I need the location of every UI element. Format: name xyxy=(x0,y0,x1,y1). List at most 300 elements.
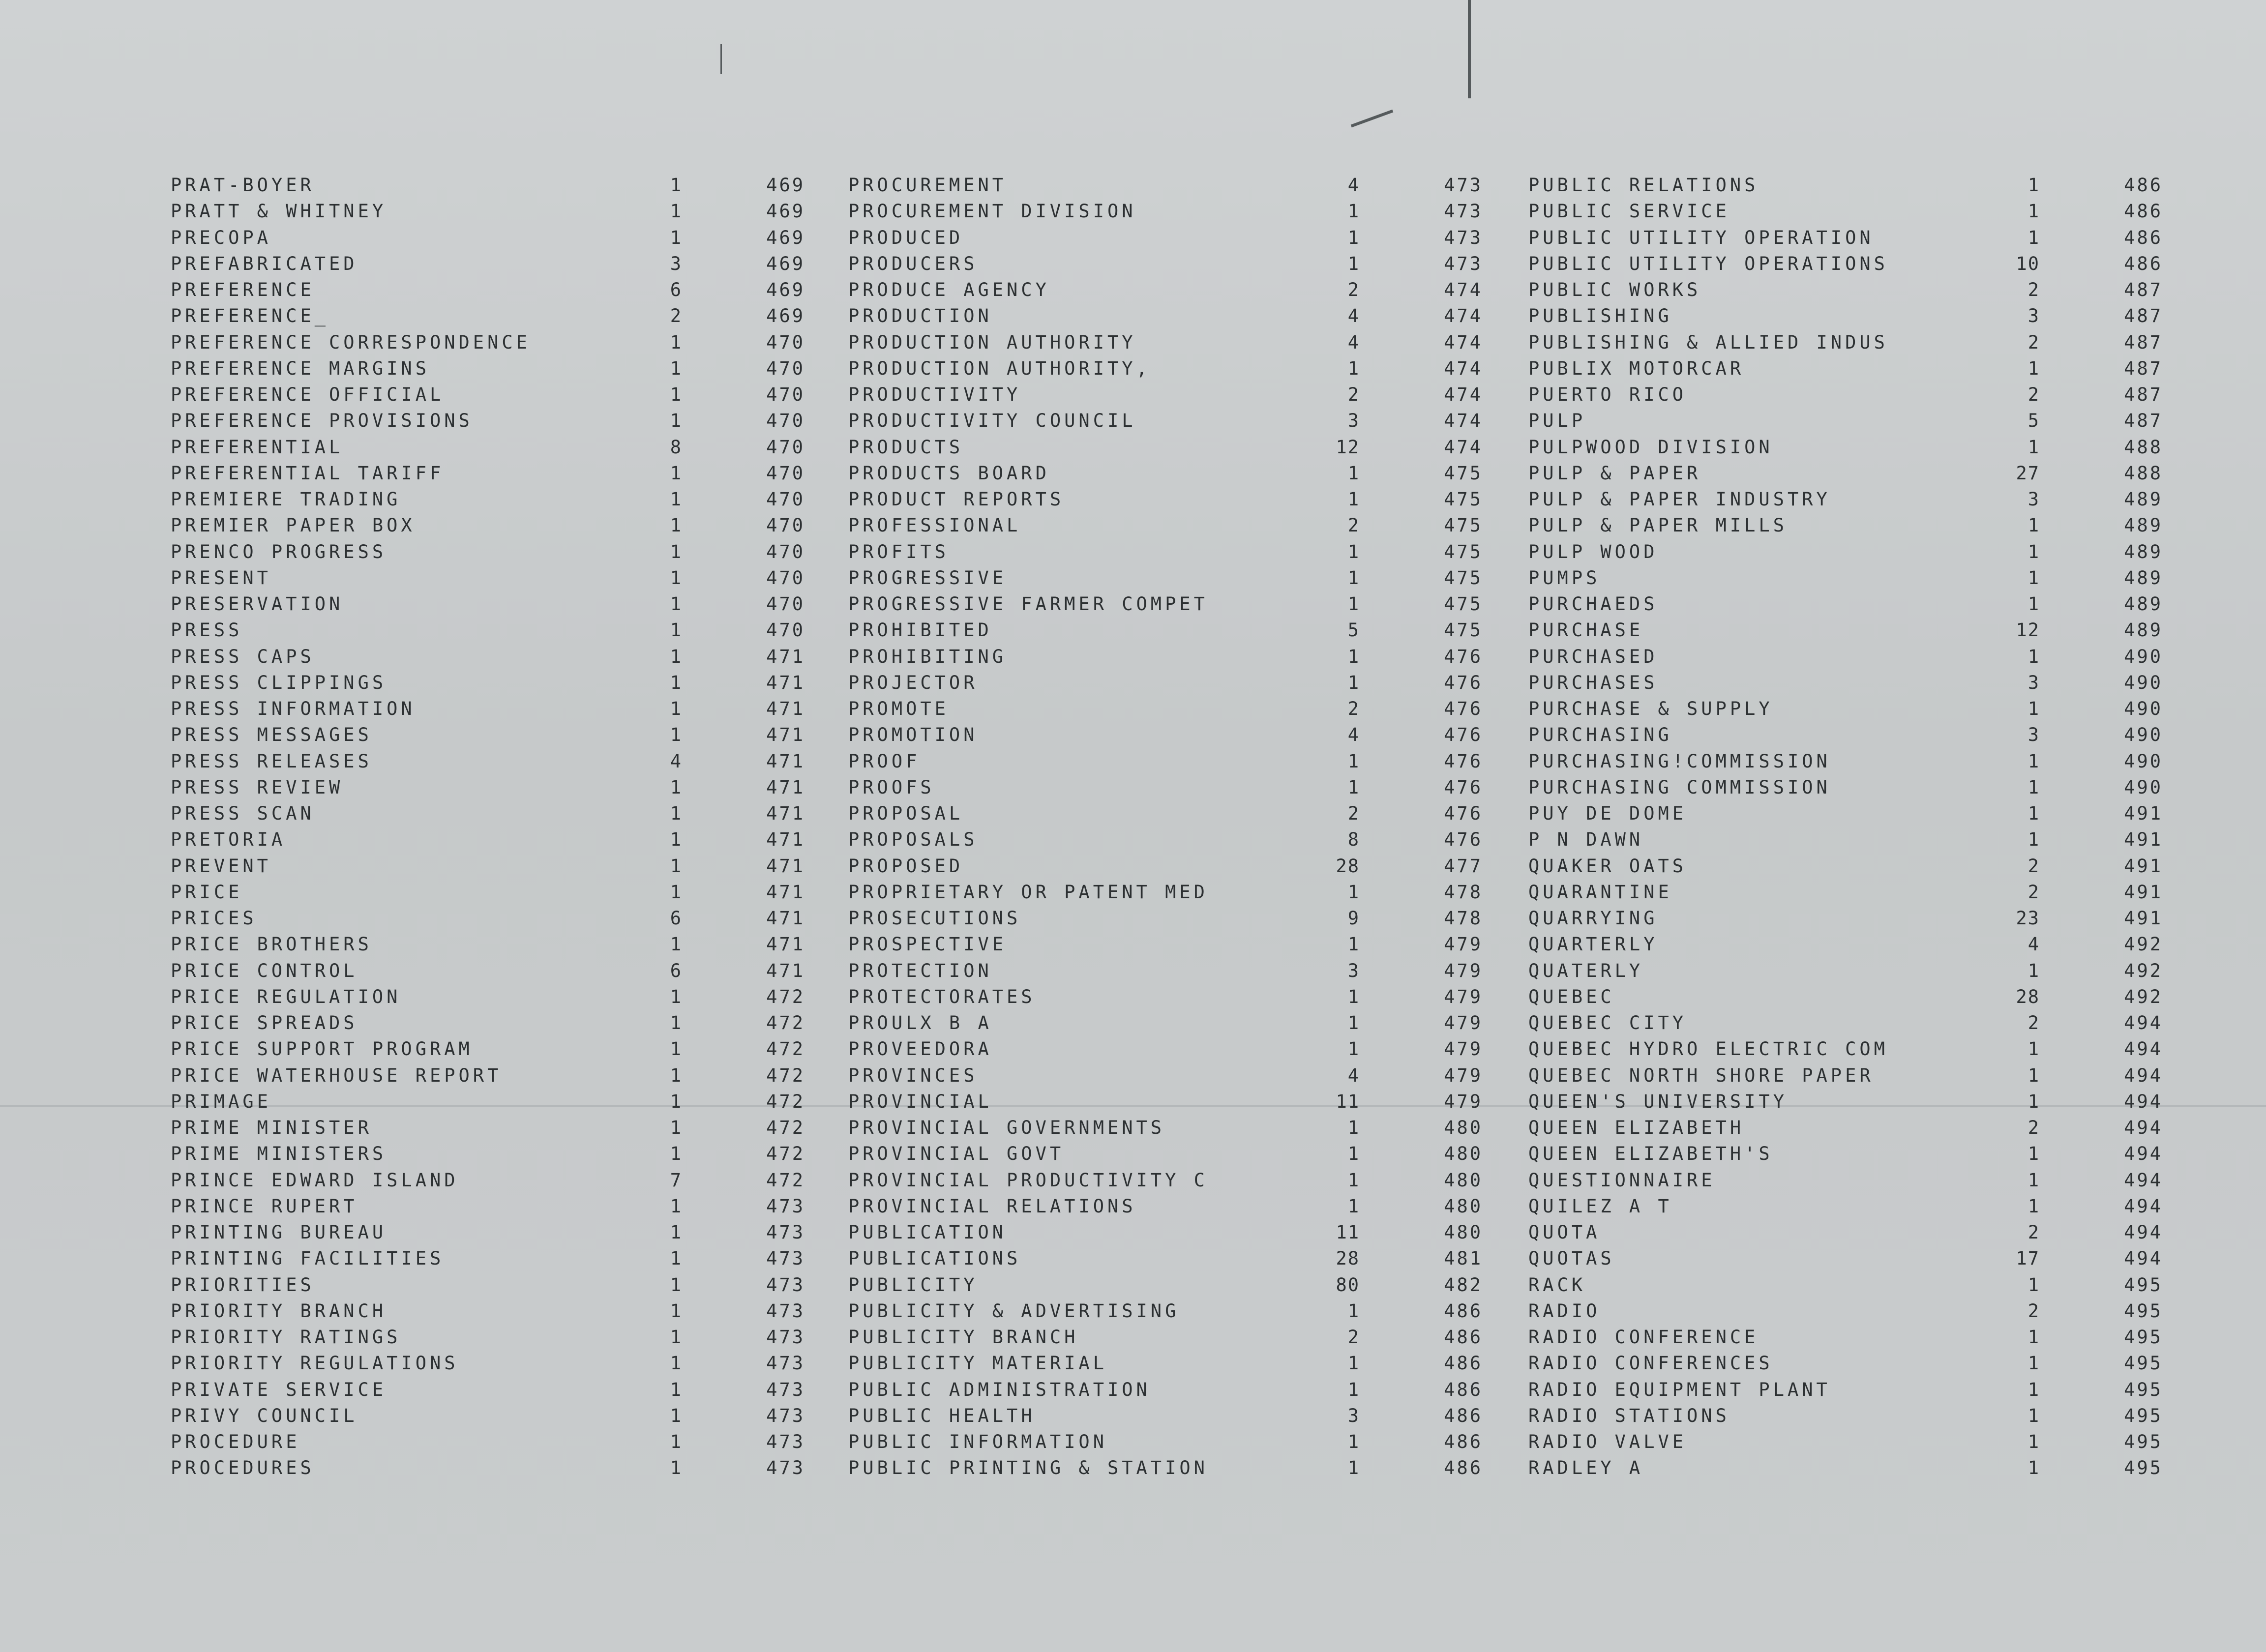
page-number: 489 xyxy=(2124,567,2163,589)
index-entry xyxy=(848,909,1497,928)
occurrence-count: 17 xyxy=(2016,1248,2040,1269)
index-term: PROFITS xyxy=(848,541,949,562)
index-term: PRIVY COUNCIL xyxy=(171,1405,358,1426)
index-entry xyxy=(1528,778,2177,797)
occurrence-count: 1 xyxy=(2027,1274,2040,1296)
occurrence-count: 1 xyxy=(1347,1195,1360,1217)
index-term: PUBLISHING xyxy=(1528,305,1672,327)
index-term: PREFERENCE PROVISIONS xyxy=(171,410,473,432)
index-entry xyxy=(171,935,820,954)
index-term: QUATERLY xyxy=(1528,960,1644,981)
page-number: 476 xyxy=(1444,724,1483,746)
index-column-1 xyxy=(171,176,820,1478)
occurrence-count: 1 xyxy=(670,1353,682,1374)
index-term: PROMOTE xyxy=(848,698,949,719)
index-term: RADIO EQUIPMENT PLANT xyxy=(1528,1379,1831,1400)
page-number: 487 xyxy=(2124,410,2163,432)
occurrence-count: 5 xyxy=(2027,410,2040,432)
index-term: PROHIBITED xyxy=(848,620,992,641)
index-term: PUBLICITY xyxy=(848,1274,978,1296)
index-entry xyxy=(848,359,1497,379)
page-number: 495 xyxy=(2124,1379,2163,1400)
occurrence-count: 8 xyxy=(670,436,682,458)
index-term: PREMIER PAPER BOX xyxy=(171,515,416,536)
index-entry xyxy=(848,333,1497,353)
index-entry xyxy=(171,516,820,535)
index-entry xyxy=(1528,254,2177,274)
page-number: 489 xyxy=(2124,620,2163,641)
index-entry xyxy=(171,1458,820,1478)
index-term: QUILEZ A T xyxy=(1528,1195,1672,1217)
page-number: 486 xyxy=(2124,253,2163,274)
occurrence-count: 1 xyxy=(670,1117,682,1138)
index-term: PRODUCTION xyxy=(848,305,992,327)
index-term: PUBLICITY MATERIAL xyxy=(848,1353,1107,1374)
occurrence-count: 1 xyxy=(1347,201,1360,222)
index-entry xyxy=(848,1118,1497,1138)
index-term: P N DAWN xyxy=(1528,829,1644,851)
index-term: QUARTERLY xyxy=(1528,934,1658,955)
occurrence-count: 1 xyxy=(670,541,682,562)
index-entry xyxy=(848,1406,1497,1426)
page-number: 471 xyxy=(766,724,805,746)
page-number: 472 xyxy=(766,1064,805,1086)
index-entry xyxy=(1528,464,2177,483)
index-term: RADLEY A xyxy=(1528,1457,1644,1479)
index-entry xyxy=(1528,699,2177,719)
index-entry xyxy=(1528,568,2177,588)
page-number: 492 xyxy=(2124,986,2163,1007)
page-number: 470 xyxy=(766,620,805,641)
page-number: 495 xyxy=(2124,1274,2163,1296)
occurrence-count: 2 xyxy=(2027,1012,2040,1033)
index-entry xyxy=(1528,1432,2177,1452)
occurrence-count: 2 xyxy=(2027,331,2040,353)
index-entry xyxy=(848,620,1497,640)
occurrence-count: 1 xyxy=(1347,881,1360,903)
page-number: 471 xyxy=(766,646,805,667)
occurrence-count: 1 xyxy=(670,1327,682,1348)
index-entry xyxy=(171,411,820,431)
occurrence-count: 1 xyxy=(1347,1457,1360,1479)
index-term: PROVINCIAL xyxy=(848,1091,992,1112)
page-number: 487 xyxy=(2124,305,2163,327)
occurrence-count: 1 xyxy=(670,462,682,484)
occurrence-count: 1 xyxy=(2027,593,2040,615)
occurrence-count: 1 xyxy=(2027,1405,2040,1426)
occurrence-count: 2 xyxy=(2027,1222,2040,1243)
occurrence-count: 1 xyxy=(2027,436,2040,458)
occurrence-count: 3 xyxy=(2027,489,2040,510)
occurrence-count: 1 xyxy=(2027,803,2040,824)
index-entry xyxy=(171,464,820,483)
index-entry xyxy=(171,1354,820,1373)
index-entry xyxy=(848,1432,1497,1452)
index-entry xyxy=(171,228,820,248)
index-term: PREFERENTIAL xyxy=(171,436,344,458)
index-term: PURCHAEDS xyxy=(1528,593,1658,615)
index-term: PUBLICATIONS xyxy=(848,1248,1021,1269)
occurrence-count: 6 xyxy=(670,908,682,929)
occurrence-count: 3 xyxy=(2027,305,2040,327)
occurrence-count: 2 xyxy=(1347,384,1360,405)
page-number: 491 xyxy=(2124,829,2163,851)
index-term: PREVENT xyxy=(171,855,271,877)
occurrence-count: 1 xyxy=(2027,1143,2040,1165)
occurrence-count: 1 xyxy=(670,201,682,222)
index-entry xyxy=(171,1197,820,1216)
index-entry xyxy=(171,1249,820,1268)
index-entry xyxy=(848,228,1497,248)
index-term: PREFABRICATED xyxy=(171,253,358,274)
page-number: 480 xyxy=(1444,1143,1483,1165)
occurrence-count: 1 xyxy=(670,1064,682,1086)
index-term: PROVINCIAL PRODUCTIVITY C xyxy=(848,1169,1208,1191)
index-term: PUERTO RICO xyxy=(1528,384,1687,405)
index-term: PRODUCTIVITY COUNCIL xyxy=(848,410,1136,432)
index-term: QUAKER OATS xyxy=(1528,855,1687,877)
page-number: 473 xyxy=(766,1353,805,1374)
page-number: 473 xyxy=(766,1457,805,1479)
occurrence-count: 1 xyxy=(1347,593,1360,615)
index-term: PUBLIC WORKS xyxy=(1528,279,1701,300)
index-entry xyxy=(1528,542,2177,562)
page-number: 476 xyxy=(1444,672,1483,693)
index-entry xyxy=(1528,830,2177,850)
page-number: 495 xyxy=(2124,1457,2163,1479)
index-term: PRESS RELEASES xyxy=(171,750,372,772)
index-term: QUEBEC CITY xyxy=(1528,1012,1687,1033)
index-entry xyxy=(171,1223,820,1242)
index-term: PRODUCTS BOARD xyxy=(848,462,1050,484)
page-number: 478 xyxy=(1444,908,1483,929)
index-entry xyxy=(848,1013,1497,1033)
index-entry xyxy=(171,1171,820,1190)
index-entry xyxy=(1528,1118,2177,1138)
index-entry xyxy=(1528,594,2177,614)
occurrence-count: 1 xyxy=(670,357,682,379)
index-entry xyxy=(1528,987,2177,1007)
occurrence-count: 1 xyxy=(1347,934,1360,955)
index-term: PRESS xyxy=(171,620,243,641)
page-number: 473 xyxy=(766,1248,805,1269)
index-entry xyxy=(1528,359,2177,379)
index-term: PUBLICATION xyxy=(848,1222,1007,1243)
index-entry xyxy=(848,464,1497,483)
occurrence-count: 1 xyxy=(670,1195,682,1217)
occurrence-count: 1 xyxy=(2027,1195,2040,1217)
index-term: PROPOSALS xyxy=(848,829,978,851)
page-number: 472 xyxy=(766,1143,805,1165)
occurrence-count: 2 xyxy=(1347,279,1360,300)
index-term: QUEBEC xyxy=(1528,986,1615,1007)
occurrence-count: 8 xyxy=(1347,829,1360,851)
index-entry xyxy=(848,830,1497,850)
occurrence-count: 4 xyxy=(1347,175,1360,196)
page-number: 471 xyxy=(766,698,805,719)
scratch-mark xyxy=(1351,110,1394,127)
page-number: 488 xyxy=(2124,436,2163,458)
occurrence-count: 1 xyxy=(2027,515,2040,536)
index-term: PREFERENCE_ xyxy=(171,305,329,327)
occurrence-count: 2 xyxy=(1347,698,1360,719)
occurrence-count: 1 xyxy=(670,855,682,877)
index-term: PROCEDURE xyxy=(171,1431,300,1452)
index-term: PROGRESSIVE FARMER COMPET xyxy=(848,593,1208,615)
index-term: RADIO CONFERENCE xyxy=(1528,1327,1759,1348)
index-term: PUBLIC INFORMATION xyxy=(848,1431,1107,1452)
occurrence-count: 1 xyxy=(2027,567,2040,589)
index-entry xyxy=(171,883,820,902)
page-number: 471 xyxy=(766,855,805,877)
index-entry xyxy=(848,935,1497,954)
index-entry xyxy=(848,594,1497,614)
index-term: PROPOSED xyxy=(848,855,964,877)
page-number: 473 xyxy=(766,1327,805,1348)
occurrence-count: 1 xyxy=(670,1222,682,1243)
index-term: PREFERENCE MARGINS xyxy=(171,357,430,379)
index-entry xyxy=(171,1013,820,1033)
index-entry xyxy=(171,987,820,1007)
occurrence-count: 6 xyxy=(670,960,682,981)
index-entry xyxy=(171,568,820,588)
index-term: PROCUREMENT xyxy=(848,175,1007,196)
index-term: PREFERENCE CORRESPONDENCE xyxy=(171,331,531,353)
index-entry xyxy=(1528,725,2177,745)
index-term: PRODUCT REPORTS xyxy=(848,489,1065,510)
page-number: 486 xyxy=(1444,1327,1483,1348)
index-term: RADIO xyxy=(1528,1300,1601,1322)
occurrence-count: 11 xyxy=(1336,1222,1360,1243)
index-column-3 xyxy=(1528,176,2177,1478)
index-term: PRICES xyxy=(171,908,257,929)
index-entry xyxy=(848,1171,1497,1190)
page-number: 475 xyxy=(1444,515,1483,536)
page-number: 474 xyxy=(1444,305,1483,327)
index-entry xyxy=(171,385,820,405)
index-term: PRINTING BUREAU xyxy=(171,1222,387,1243)
index-term: PREMIERE TRADING xyxy=(171,489,401,510)
page-number: 475 xyxy=(1444,620,1483,641)
occurrence-count: 1 xyxy=(670,384,682,405)
page-number: 490 xyxy=(2124,724,2163,746)
index-term: PUY DE DOME xyxy=(1528,803,1687,824)
index-term: PRESENT xyxy=(171,567,271,589)
page-number: 474 xyxy=(1444,410,1483,432)
occurrence-count: 3 xyxy=(2027,724,2040,746)
occurrence-count: 1 xyxy=(670,515,682,536)
index-term: PROVEEDORA xyxy=(848,1038,992,1060)
index-entry xyxy=(1528,961,2177,981)
page-number: 494 xyxy=(2124,1248,2163,1269)
occurrence-count: 1 xyxy=(670,934,682,955)
page-number: 469 xyxy=(766,201,805,222)
page-number: 472 xyxy=(766,1117,805,1138)
page-number: 469 xyxy=(766,253,805,274)
index-entry xyxy=(1528,1144,2177,1164)
index-entry xyxy=(848,306,1497,326)
occurrence-count: 1 xyxy=(2027,960,2040,981)
index-entry xyxy=(171,961,820,981)
page-number: 475 xyxy=(1444,593,1483,615)
index-term: PUBLIX MOTORCAR xyxy=(1528,357,1745,379)
occurrence-count: 1 xyxy=(2027,357,2040,379)
page-number: 470 xyxy=(766,384,805,405)
index-term: PUBLIC SERVICE xyxy=(1528,201,1730,222)
index-entry xyxy=(848,1249,1497,1268)
page-number: 489 xyxy=(2124,515,2163,536)
page-number: 479 xyxy=(1444,1091,1483,1112)
index-term: PRODUCTION AUTHORITY, xyxy=(848,357,1151,379)
occurrence-count: 2 xyxy=(2027,881,2040,903)
occurrence-count: 1 xyxy=(1347,1300,1360,1322)
index-entry xyxy=(1528,1171,2177,1190)
index-term: QUESTIONNAIRE xyxy=(1528,1169,1716,1191)
index-entry xyxy=(1528,620,2177,640)
page-number: 490 xyxy=(2124,698,2163,719)
page-number: 494 xyxy=(2124,1117,2163,1138)
index-term: PROOFS xyxy=(848,776,935,798)
index-entry xyxy=(171,804,820,824)
index-entry xyxy=(1528,1301,2177,1321)
page-number: 491 xyxy=(2124,881,2163,903)
occurrence-count: 28 xyxy=(2016,986,2040,1007)
occurrence-count: 3 xyxy=(1347,960,1360,981)
index-entry xyxy=(171,1144,820,1164)
index-term: QUEBEC NORTH SHORE PAPER xyxy=(1528,1064,1874,1086)
index-entry xyxy=(1528,1458,2177,1478)
occurrence-count: 4 xyxy=(1347,331,1360,353)
page-number: 471 xyxy=(766,776,805,798)
index-entry xyxy=(1528,883,2177,902)
occurrence-count: 12 xyxy=(2016,620,2040,641)
occurrence-count: 1 xyxy=(2027,1353,2040,1374)
page-number: 473 xyxy=(766,1379,805,1400)
page-number: 474 xyxy=(1444,384,1483,405)
index-entry xyxy=(848,254,1497,274)
index-entry xyxy=(1528,1380,2177,1400)
index-term: PROVINCES xyxy=(848,1064,978,1086)
index-entry xyxy=(848,1275,1497,1295)
page-number: 470 xyxy=(766,436,805,458)
index-entry xyxy=(848,647,1497,667)
occurrence-count: 12 xyxy=(1336,436,1360,458)
index-entry xyxy=(848,542,1497,562)
page-number: 491 xyxy=(2124,855,2163,877)
page-number: 486 xyxy=(1444,1431,1483,1452)
index-entry xyxy=(848,1039,1497,1059)
occurrence-count: 5 xyxy=(1347,620,1360,641)
page-number: 470 xyxy=(766,593,805,615)
index-term: PRECOPA xyxy=(171,227,271,248)
occurrence-count: 1 xyxy=(670,410,682,432)
index-entry xyxy=(171,1066,820,1086)
index-entry xyxy=(1528,1328,2177,1347)
index-entry xyxy=(1528,752,2177,771)
page-number: 491 xyxy=(2124,803,2163,824)
page-number: 474 xyxy=(1444,357,1483,379)
index-term: QUARANTINE xyxy=(1528,881,1672,903)
index-entry xyxy=(171,778,820,797)
page-number: 475 xyxy=(1444,567,1483,589)
index-entry xyxy=(171,202,820,221)
occurrence-count: 1 xyxy=(670,672,682,693)
page-number: 488 xyxy=(2124,462,2163,484)
index-entry xyxy=(171,699,820,719)
occurrence-count: 3 xyxy=(1347,1405,1360,1426)
occurrence-count: 2 xyxy=(2027,1300,2040,1322)
index-term: QUEEN ELIZABETH xyxy=(1528,1117,1745,1138)
page-number: 495 xyxy=(2124,1327,2163,1348)
index-term: PROCUREMENT DIVISION xyxy=(848,201,1136,222)
index-term: RADIO CONFERENCES xyxy=(1528,1353,1773,1374)
page-number: 476 xyxy=(1444,829,1483,851)
index-term: PRESS REVIEW xyxy=(171,776,344,798)
index-entry xyxy=(1528,647,2177,667)
page-number: 473 xyxy=(1444,201,1483,222)
index-entry xyxy=(848,856,1497,876)
occurrence-count: 1 xyxy=(670,1300,682,1322)
index-term: PRINCE RUPERT xyxy=(171,1195,358,1217)
index-term: PROOF xyxy=(848,750,921,772)
page-number: 491 xyxy=(2124,908,2163,929)
page-number: 475 xyxy=(1444,541,1483,562)
occurrence-count: 1 xyxy=(2027,1064,2040,1086)
page-number: 494 xyxy=(2124,1222,2163,1243)
index-entry xyxy=(848,1144,1497,1164)
page-number: 470 xyxy=(766,541,805,562)
index-entry xyxy=(848,804,1497,824)
index-entry xyxy=(848,1092,1497,1112)
page-number: 490 xyxy=(2124,672,2163,693)
occurrence-count: 28 xyxy=(1336,1248,1360,1269)
index-term: PRESS CLIPPINGS xyxy=(171,672,387,693)
index-term: QUEEN'S UNIVERSITY xyxy=(1528,1091,1788,1112)
page-number: 471 xyxy=(766,908,805,929)
index-entry xyxy=(1528,909,2177,928)
index-term: PRODUCTIVITY xyxy=(848,384,1021,405)
page-number: 480 xyxy=(1444,1169,1483,1191)
index-term: PULP xyxy=(1528,410,1586,432)
index-entry xyxy=(1528,1223,2177,1242)
index-term: PURCHASING xyxy=(1528,724,1672,746)
page-number: 473 xyxy=(766,1300,805,1322)
index-term: PURCHASES xyxy=(1528,672,1658,693)
page-number: 479 xyxy=(1444,934,1483,955)
index-entry xyxy=(1528,804,2177,824)
index-term: PROULX B A xyxy=(848,1012,992,1033)
page-number: 487 xyxy=(2124,279,2163,300)
index-entry xyxy=(848,1380,1497,1400)
index-term: PUBLIC ADMINISTRATION xyxy=(848,1379,1151,1400)
page-number: 492 xyxy=(2124,934,2163,955)
index-term: PURCHASED xyxy=(1528,646,1658,667)
index-entry xyxy=(171,1301,820,1321)
occurrence-count: 1 xyxy=(670,1274,682,1296)
index-term: PRINTING FACILITIES xyxy=(171,1248,445,1269)
occurrence-count: 1 xyxy=(670,620,682,641)
index-term: PRICE SPREADS xyxy=(171,1012,358,1033)
page-number: 469 xyxy=(766,175,805,196)
page-number: 476 xyxy=(1444,698,1483,719)
index-entry xyxy=(1528,176,2177,195)
page-number: 486 xyxy=(1444,1457,1483,1479)
occurrence-count: 1 xyxy=(1347,1117,1360,1138)
page-number: 495 xyxy=(2124,1431,2163,1452)
occurrence-count: 2 xyxy=(670,305,682,327)
index-entry xyxy=(1528,490,2177,509)
occurrence-count: 1 xyxy=(2027,1431,2040,1452)
